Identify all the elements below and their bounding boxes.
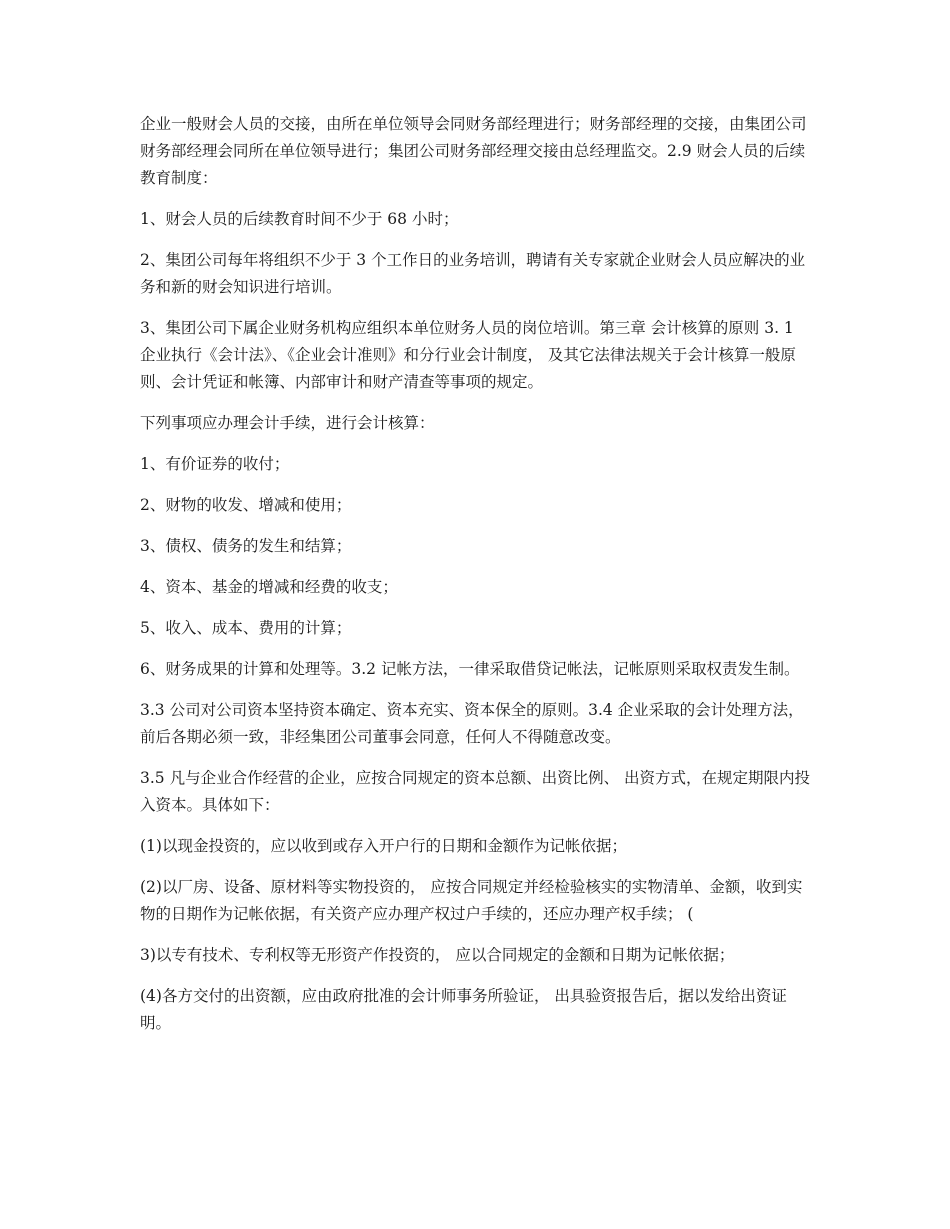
paragraph-joint-venture: 3.5 凡与企业合作经营的企业，应按合同规定的资本总额、出资比例、 出资方式，在规定期限内投入资本。具体如下： [140,769,811,814]
paragraph-chapter-three: 3、集团公司下属企业财务机构应组织本单位财务人员的岗位培训。第三章 会计核算的原则 3. 1 企业执行《会计法》、《企业会计准则》和分行业会计制度， 及其它法律法规关于会计核算一般原则、会计凭证和帐簿、内部审计和财产清查等事项的规定。 [140,319,796,391]
list-item-capital-funds: 4、资本、基金的增减和经费的收支； [140,578,398,596]
list-item-income-cost: 5、收入、成本、费用的计算； [140,619,352,637]
list-item-physical-investment: (2)以厂房、设备、原材料等实物投资的， 应按合同规定并经检验核实的实物清单、金额，收到实物的日期作为记帐依据，有关资产应办理产权过户手续的，还应办理产权手续； ( [140,878,803,923]
paragraph-training-days: 2、集团公司每年将组织不少于 3 个工作日的业务培训，聘请有关专家就企业财会人员应解决的业务和新的财会知识进行培训。 [140,251,806,296]
paragraph-accounting-items-intro: 下列事项应办理会计手续，进行会计核算： [140,414,435,432]
list-item-intangible-investment: 3)以专有技术、专利权等无形资产作投资的， 应以合同规定的金额和日期为记帐依据； [140,946,735,964]
list-item-securities: 1、有价证券的收付； [140,455,290,473]
list-item-claims-debts: 3、债权、债务的发生和结算； [140,537,352,555]
paragraph-education-hours: 1、财会人员的后续教育时间不少于 68 小时； [140,210,459,228]
list-item-financial-results: 6、财务成果的计算和处理等。3.2 记帐方法，一律采取借贷记帐法，记帐原则采取权责发生制。 [140,660,800,678]
list-item-property: 2、财物的收发、增减和使用； [140,496,352,514]
list-item-cash-investment: (1)以现金投资的，应以收到或存入开户行的日期和金额作为记帐依据； [140,837,627,855]
list-item-capital-verification: (4)各方交付的出资额，应由政府批准的会计师事务所验证， 出具验资报告后，据以发给出资证明。 [140,987,787,1032]
document-body [140,111,810,1051]
paragraph-handover: 企业一般财会人员的交接，由所在单位领导会同财务部经理进行；财务部经理的交接，由集团公司财务部经理会同所在单位领导进行；集团公司财务部经理交接由总经理监交。2.9 财会人员的后续教育制度： [140,115,807,187]
paragraph-capital-principles: 3.3 公司对公司资本坚持资本确定、资本充实、资本保全的原则。3.4 企业采取的会计处理方法，前后各期必须一致，非经集团公司董事会同意，任何人不得随意改变。 [140,701,804,746]
